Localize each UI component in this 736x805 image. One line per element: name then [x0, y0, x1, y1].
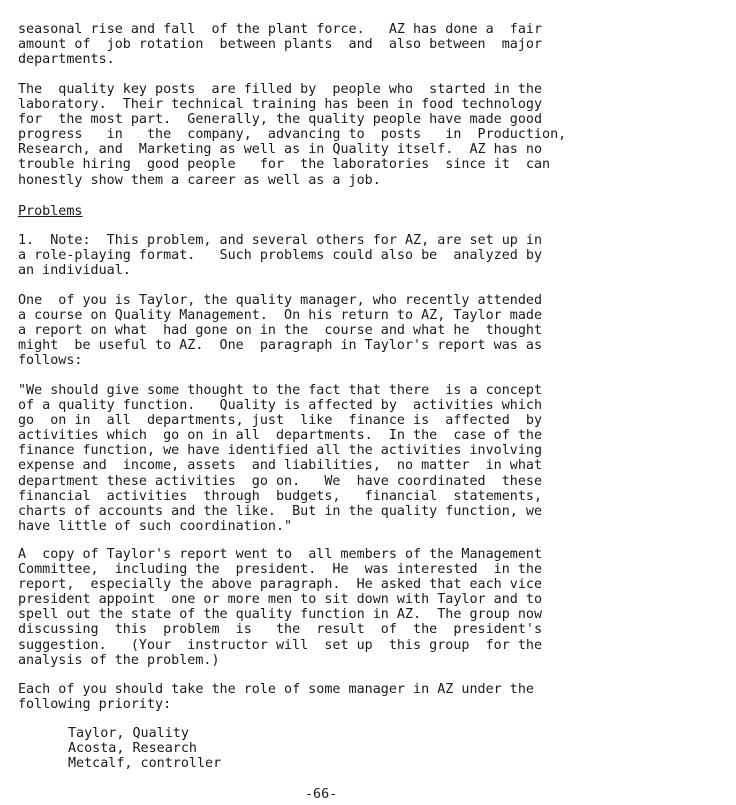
- text-line: following priority:: [18, 697, 172, 713]
- paragraph-taylor-role: [18, 293, 618, 368]
- priority-item: Metcalf, controller: [68, 756, 222, 772]
- text-line: Research, and Marketing as well as in Quality itself. AZ has no: [18, 142, 543, 158]
- text-line: A copy of Taylor's report went to all members of the Management: [18, 547, 543, 562]
- text-line: an individual.: [18, 263, 131, 279]
- text-line: One of you is Taylor, the quality manager, who recently attended: [18, 293, 543, 308]
- text-line: report, especially the above paragraph. He asked that each vice: [18, 577, 543, 593]
- text-line: honestly show them a career as well as a job.: [18, 172, 381, 188]
- text-line: activities which go on in all departments. In the case of the: [18, 428, 543, 444]
- text-line: spell out the state of the quality function in AZ. The group now: [18, 607, 543, 623]
- text-line: discussing this problem is the result of the president's: [18, 622, 543, 638]
- text-line: of a quality function. Quality is affected by activities which: [18, 398, 543, 414]
- text-line: financial activities through budgets, financial statements,: [18, 488, 543, 504]
- priority-item: Taylor, Quality: [68, 726, 189, 741]
- text-line: 1. Note: This problem, and several others for AZ, are set up in: [18, 233, 543, 248]
- text-line: president appoint one or more men to sit down with Taylor and to: [18, 592, 543, 608]
- paragraph-report-copy: [18, 547, 618, 668]
- paragraph-seasonal: [18, 22, 618, 67]
- priority-list: [68, 726, 221, 771]
- section-heading-problems: Problems: [18, 204, 83, 219]
- text-line: analysis of the problem.): [18, 652, 220, 668]
- text-line: suggestion. (Your instructor will set up this group for the: [18, 637, 543, 653]
- priority-item: Acosta, Research: [68, 741, 197, 757]
- text-line: seasonal rise and fall of the plant force. AZ has done a fair: [18, 22, 543, 37]
- text-line: for the most part. Generally, the quality people have made good: [18, 112, 543, 128]
- paragraph-quote: [18, 383, 618, 534]
- text-line: laboratory. Their technical training has been in food technology: [18, 97, 543, 113]
- page-number: -66-: [305, 787, 338, 802]
- text-line: have little of such coordination.": [18, 518, 293, 534]
- text-line: charts of accounts and the like. But in the quality function, we: [18, 503, 543, 519]
- text-line: departments.: [18, 52, 115, 68]
- text-line: a course on Quality Management. On his return to AZ, Taylor made: [18, 308, 543, 324]
- text-line: follows:: [18, 353, 83, 369]
- text-line: trouble hiring good people for the laboratories since it can: [18, 157, 551, 173]
- text-line: might be useful to AZ. One paragraph in Taylor's report was as: [18, 338, 543, 354]
- text-line: progress in the company, advancing to posts in Production,: [18, 127, 567, 143]
- text-line: "We should give some thought to the fact that there is a concept: [18, 383, 543, 398]
- text-line: a report on what had gone on in the course and what he thought: [18, 323, 543, 339]
- text-line: a role-playing format. Such problems could also be analyzed by: [18, 248, 543, 264]
- text-line: expense and income, assets and liabilities, no matter in what: [18, 458, 543, 474]
- text-line: Each of you should take the role of some manager in AZ under the: [18, 682, 534, 697]
- text-line: amount of job rotation between plants and also between major: [18, 37, 543, 53]
- paragraph-note: [18, 233, 618, 278]
- text-line: finance function, we have identified all the activities involving: [18, 443, 543, 459]
- text-line: department these activities go on. We have coordinated these: [18, 473, 543, 489]
- text-line: The quality key posts are filled by people who started in the: [18, 82, 543, 97]
- paragraph-roles: [18, 682, 618, 712]
- paragraph-quality-posts: [18, 82, 618, 188]
- text-line: Committee, including the president. He was interested in the: [18, 562, 543, 578]
- text-line: go on in all departments, just like finance is affected by: [18, 413, 543, 429]
